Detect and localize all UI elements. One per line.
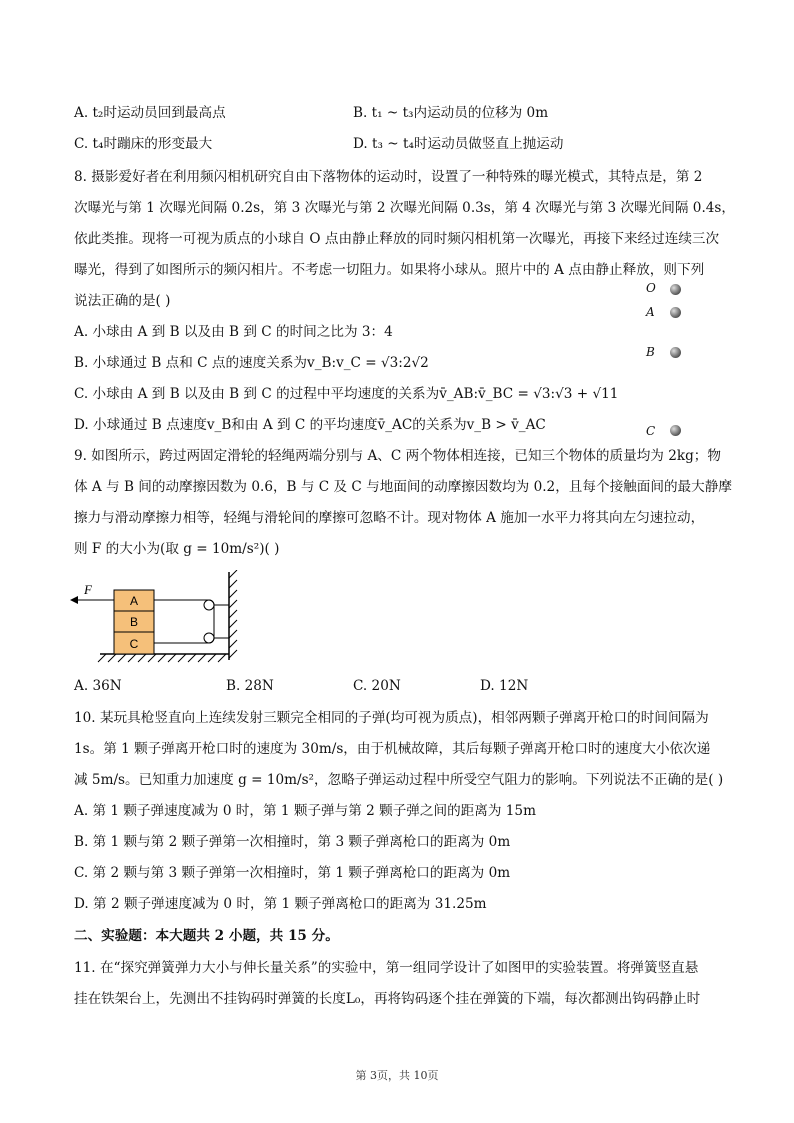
point-c-label: C [646,424,656,438]
ball-a [670,307,681,318]
q8-stem-line-5: 说法正确的是( ) [74,293,171,309]
q9-pulley-figure [66,570,246,670]
q7-option-c: C. t₄时蹦床的形变最大 [74,136,213,152]
q10-option-d: D. 第 2 颗子弹速度减为 0 时，第 1 颗子弹离枪口的距离为 31.25m [74,896,487,912]
force-label: F [84,582,92,597]
ball-b [670,347,681,358]
q8-stem-line-4: 曝光，得到了如图所示的频闪相片。不考虑一切阻力。如果将小球从。照片中的 A 点由静止释放，则下列 [74,262,705,278]
q11-stem-line-1: 11. 在“探究弹簧弹力大小与伸长量关系”的实验中，第一组同学设计了如图甲的实验装置。将弹簧竖直悬 [74,960,699,976]
q7-option-d: D. t₃ ~ t₄时运动员做竖直上抛运动 [353,136,564,152]
q8-stem-line-2: 次曝光与第 1 次曝光间隔 0.2s，第 3 次曝光与第 2 次曝光间隔 0.3s，第 4 次曝光与第 3 次曝光间隔 0.4s， [74,200,735,216]
q9-stem-line-4: 则 F 的大小为(取 g = 10m/s²)( ) [74,541,280,557]
q8-stem-line-3: 依此类推。现将一可视为质点的小球自 O 点由静止释放的同时频闪相机第一次曝光，再接下来经过连续三次 [74,231,720,247]
block-b-label: B [129,615,139,629]
q9-option-d: D. 12N [480,678,529,694]
block-a-label: A [129,594,139,608]
q8-option-b: B. 小球通过 B 点和 C 点的速度关系为v_B:v_C = √3:2√2 [74,355,429,371]
q9-option-b: B. 28N [226,678,274,694]
q8-option-d: D. 小球通过 B 点速度v_B和由 A 到 C 的平均速度v̄_AC的关系为v_B > v̄_AC [74,417,546,433]
q11-stem-line-2: 挂在铁架台上，先测出不挂钩码时弹簧的长度L₀，再将钩码逐个挂在弹簧的下端，每次都测出钩码静止时 [74,991,701,1007]
q8-option-c: C. 小球由 A 到 B 以及由 B 到 C 的过程中平均速度的关系为v̄_AB:v̄_BC = √3:√3 + √11 [74,386,619,402]
q7-option-a: A. t₂时运动员回到最高点 [74,105,226,121]
page-footer: 第 3页，共 10页 [355,1069,439,1082]
q10-option-b: B. 第 1 颗与第 2 颗子弹第一次相撞时，第 3 颗子弹离枪口的距离为 0m [74,834,511,850]
q8-stem-line-1: 8. 摄影爱好者在利用频闪相机研究自由下落物体的运动时，设置了一种特殊的曝光模式，其特点是，第 2 [74,169,703,185]
q9-stem-line-3: 擦力与滑动摩擦力相等，轻绳与滑轮间的摩擦可忽略不计。现对物体 A 施加一水平力将其向左匀速拉动， [74,510,705,526]
q8-option-a: A. 小球由 A 到 B 以及由 B 到 C 的时间之比为 3：4 [74,324,393,340]
point-a-label: A [646,305,655,319]
q10-option-c: C. 第 2 颗与第 3 颗子弹第一次相撞时，第 1 颗子弹离枪口的距离为 0m [74,865,511,881]
ball-o [670,284,681,295]
q7-option-b: B. t₁ ~ t₃内运动员的位移为 0m [353,105,549,121]
point-o-label: O [646,281,656,295]
q9-option-c: C. 20N [353,678,401,694]
q9-stem-line-2: 体 A 与 B 间的动摩擦因数为 0.6，B 与 C 及 C 与地面间的动摩擦因数均为 0.2，且每个接触面间的最大静摩 [74,479,732,495]
section-2-title: 二、实验题：本大题共 2 小题，共 15 分。 [74,928,339,944]
block-c-label: C [129,637,139,651]
q10-stem-line-3: 减 5m/s。已知重力加速度 g = 10m/s²，忽略子弹运动过程中所受空气阻力的影响。下列说法不正确的是( ) [74,772,724,788]
point-b-label: B [646,345,655,359]
q9-stem-line-1: 9. 如图所示，跨过两固定滑轮的轻绳两端分别与 A、C 两个物体相连接，已知三个物体的质量均为 2kg；物 [74,448,721,464]
ball-c [670,425,681,436]
q10-stem-line-2: 1s。第 1 颗子弹离开枪口时的速度为 30m/s，由于机械故障，其后每颗子弹离开枪口时的速度大小依次递 [74,741,711,757]
q10-stem-line-1: 10. 某玩具枪竖直向上连续发射三颗完全相同的子弹(均可视为质点)，相邻两颗子弹离开枪口的时间间隔为 [74,710,709,726]
q10-option-a: A. 第 1 颗子弹速度减为 0 时，第 1 颗子弹与第 2 颗子弹之间的距离为 15m [74,803,536,819]
q9-option-a: A. 36N [74,678,122,694]
